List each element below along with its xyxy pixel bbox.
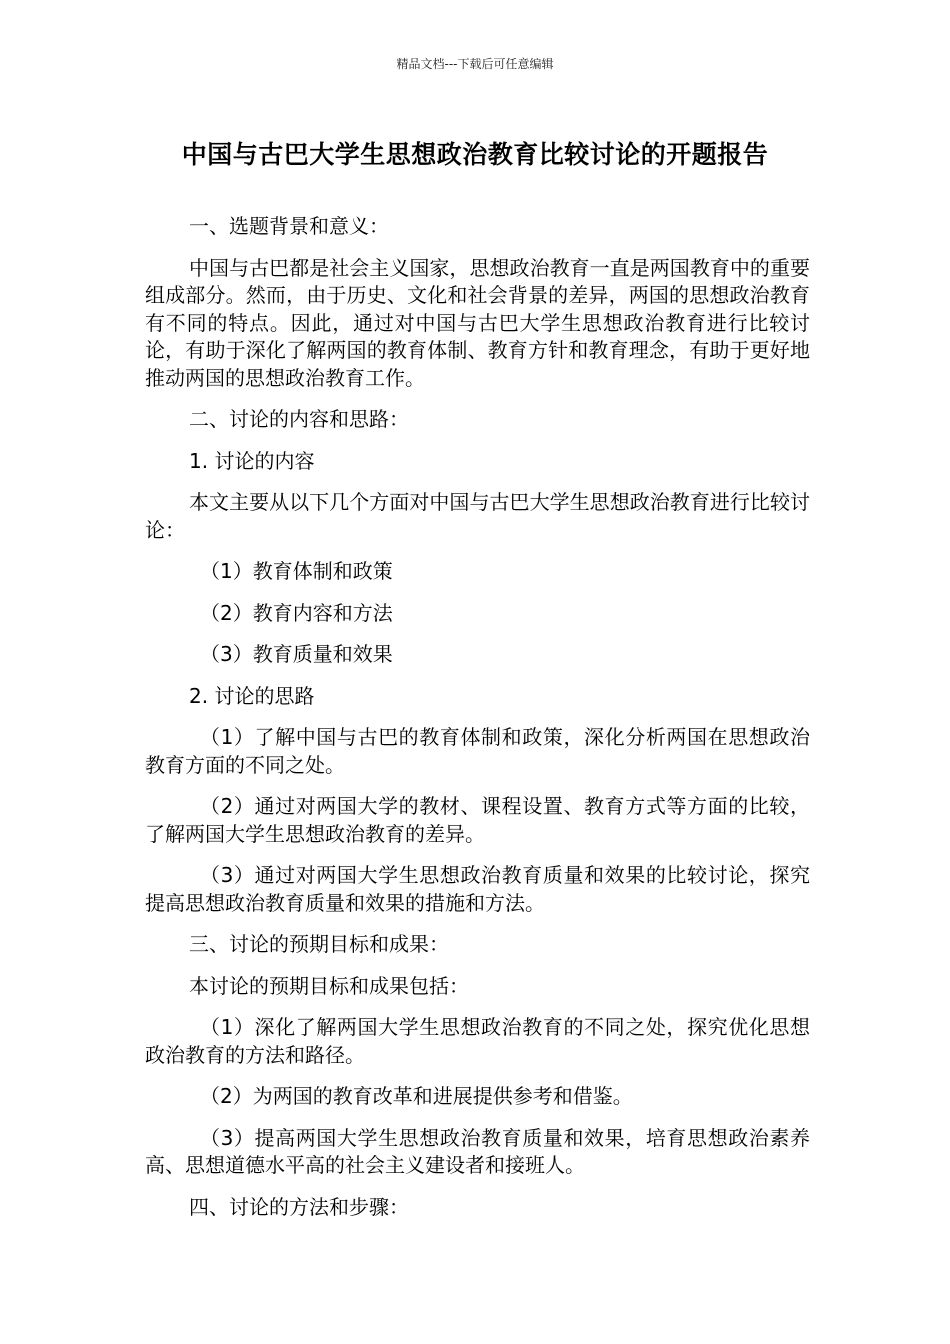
subheading-approach: 2. 讨论的思路: [189, 683, 315, 708]
list-item-goals-3: （3）提高两国大学生思想政治教育质量和效果，培育思想政治素养高、思想道德水平高的社会主义建设者和接班人。: [145, 1125, 810, 1177]
page-header-note: 精品文档---下载后可任意编辑: [396, 57, 554, 71]
list-item-content-3: （3）教育质量和效果: [200, 642, 393, 666]
paragraph-content-intro: 本文主要从以下几个方面对中国与古巴大学生思想政治教育进行比较讨论：: [145, 490, 810, 542]
list-item-content-1: （1）教育体制和政策: [200, 559, 393, 583]
list-item-approach-1: （1）了解中国与古巴的教育体制和政策，深化分析两国在思想政治教育方面的不同之处。: [145, 725, 810, 777]
document-title: 中国与古巴大学生思想政治教育比较讨论的开题报告: [181, 140, 769, 169]
list-item-goals-2: （2）为两国的教育改革和进展提供参考和借鉴。: [200, 1084, 633, 1108]
subheading-content: 1. 讨论的内容: [189, 448, 315, 473]
list-item-goals-1: （1）深化了解两国大学生思想政治教育的不同之处，探究优化思想政治教育的方法和路径。: [145, 1015, 810, 1067]
section-heading-background: 一、选题背景和意义：: [189, 214, 389, 238]
list-item-content-2: （2）教育内容和方法: [200, 600, 393, 625]
section-heading-goals: 三、讨论的预期目标和成果：: [189, 932, 449, 956]
list-item-approach-3: （3）通过对两国大学生思想政治教育质量和效果的比较讨论，探究提高思想政治教育质量和效果的措施和方法。: [145, 863, 810, 915]
document-body: [145, 213, 810, 1235]
list-item-approach-2: （2）通过对两国大学的教材、课程设置、教育方式等方面的比较，了解两国大学生思想政治教育的差异。: [145, 794, 810, 846]
paragraph-background: 中国与古巴都是社会主义国家，思想政治教育一直是两国教育中的重要组成部分。然而，由于历史、文化和社会背景的差异，两国的思想政治教育有不同的特点。因此，通过对中国与古巴大学生思想政治教育进行比较讨论，有助于深化了解两国的教育体制、教育方针和教育理念，有助于更好地推动两国的思想政治教育工作。: [145, 255, 810, 390]
paragraph-goals-intro: 本讨论的预期目标和成果包括：: [189, 973, 469, 998]
section-heading-methods: 四、讨论的方法和步骤：: [189, 1194, 409, 1219]
section-heading-content: 二、讨论的内容和思路：: [189, 407, 409, 431]
